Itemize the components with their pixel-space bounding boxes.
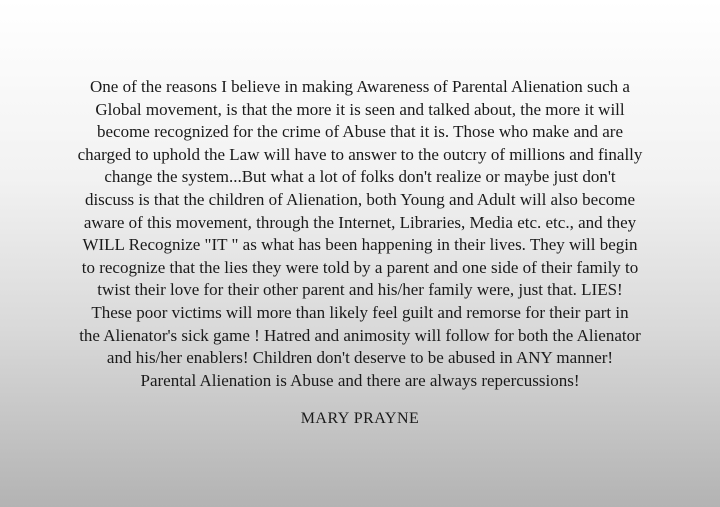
quote-line: Parental Alienation is Abuse and there are always repercussions! [140, 370, 580, 390]
quote-line: One of the reasons I believe in making Awareness of Parental Alienation such a [90, 77, 630, 96]
quote-line: Global movement, is that the more it is seen and talked about, the more it will [95, 99, 625, 119]
quote-line: become recognized for the crime of Abuse that it is. Those who make and are [96, 122, 624, 142]
quote-line: charged to uphold the Law will have to answer to the outcry of millions and finally [77, 144, 643, 164]
quote-body [40, 76, 680, 392]
quote-line: These poor victims will more than likely feel guilt and remorse for their part in [91, 302, 629, 322]
quote-line: to recognize that the lies they were told by a parent and one side of their family to [81, 257, 639, 277]
quote-line: WILL Recognize "IT " as what has been happening in their lives. They will begin [82, 235, 638, 255]
quote-line: twist their love for their other parent and his/her family were, just that. LIES! [97, 280, 623, 300]
quote-line: discuss is that the children of Alienation, both Young and Adult will also become [84, 189, 636, 209]
quote-author: MARY PRAYNE [300, 410, 420, 428]
quote-line: aware of this movement, through the Internet, Libraries, Media etc. etc., and they [83, 212, 637, 232]
quote-line: change the system...But what a lot of folks don't realize or maybe just don't [104, 167, 616, 187]
quote-line: the Alienator's sick game ! Hatred and animosity will follow for both the Alienator [79, 325, 641, 345]
quote-line: and his/her enablers! Children don't deserve to be abused in ANY manner! [106, 348, 614, 368]
